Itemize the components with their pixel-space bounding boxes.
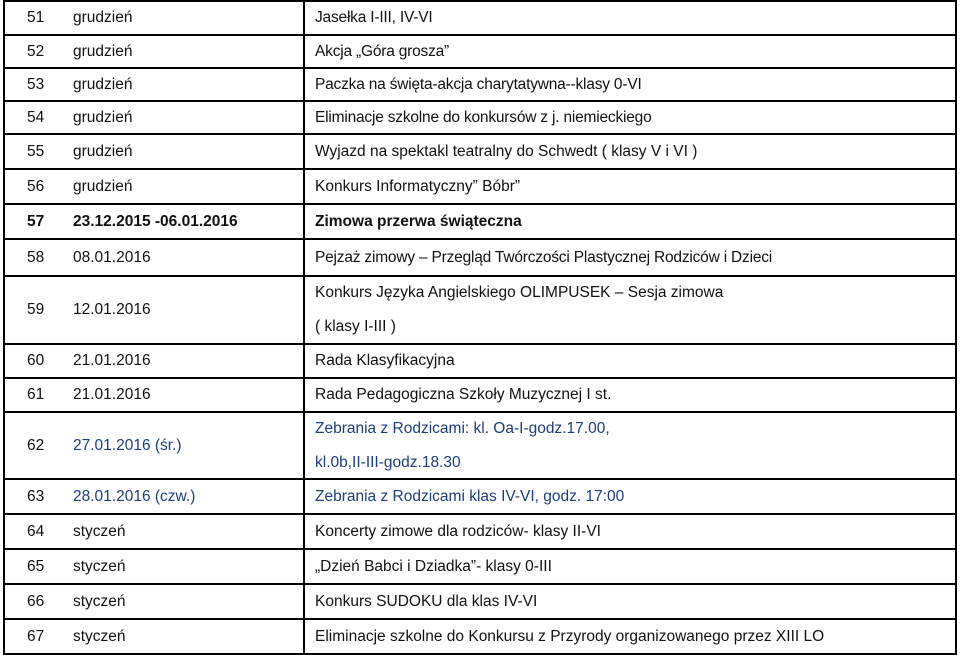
row-event-line-2: kl.0b,II-III-godz.18.30 bbox=[315, 453, 461, 471]
table-row bbox=[4, 619, 956, 654]
row-event: Akcja „Góra grosza” bbox=[304, 35, 956, 68]
table-row bbox=[4, 68, 956, 101]
row-event: Zimowa przerwa świąteczna bbox=[304, 204, 956, 239]
table-row bbox=[4, 344, 956, 378]
row-date: grudzień bbox=[69, 101, 304, 134]
row-event: Konkurs SUDOKU dla klas IV-VI bbox=[304, 584, 956, 619]
row-date: 12.01.2016 bbox=[69, 276, 304, 344]
table-row bbox=[4, 276, 956, 344]
table-row bbox=[4, 1, 956, 35]
table-row bbox=[4, 514, 956, 549]
row-date: styczeń bbox=[69, 619, 304, 654]
row-number: 64 bbox=[4, 514, 69, 549]
row-date: 21.01.2016 bbox=[69, 344, 304, 378]
row-number: 59 bbox=[4, 276, 69, 344]
events-table bbox=[3, 0, 957, 655]
row-number: 63 bbox=[4, 479, 69, 514]
row-number: 60 bbox=[4, 344, 69, 378]
row-event: Koncerty zimowe dla rodziców- klasy II-VI bbox=[304, 514, 956, 549]
table-row bbox=[4, 479, 956, 514]
row-event-line-1: Konkurs Języka Angielskiego OLIMPUSEK – Sesja zimowa bbox=[315, 284, 724, 301]
row-event: Eliminacje szkolne do konkursów z j. niemieckiego bbox=[304, 101, 956, 134]
row-date: styczeń bbox=[69, 514, 304, 549]
row-event: Zebrania z Rodzicami klas IV-VI, godz. 17:00 bbox=[304, 479, 956, 514]
table-row bbox=[4, 169, 956, 204]
table-row bbox=[4, 101, 956, 134]
row-event: Rada Pedagogiczna Szkoły Muzycznej I st. bbox=[304, 378, 956, 412]
row-date: grudzień bbox=[69, 134, 304, 169]
row-number: 62 bbox=[4, 412, 69, 479]
row-number: 52 bbox=[4, 35, 69, 68]
row-event: Eliminacje szkolne do Konkursu z Przyrody organizowanego przez XIII LO bbox=[304, 619, 956, 654]
row-event: Jasełka I-III, IV-VI bbox=[304, 1, 956, 35]
row-event: Konkurs Informatyczny” Bóbr” bbox=[304, 169, 956, 204]
row-event: Paczka na święta-akcja charytatywna--klasy 0-VI bbox=[304, 68, 956, 101]
row-number: 55 bbox=[4, 134, 69, 169]
row-event-line-1: Zebrania z Rodzicami: kl. Oa-I-godz.17.00, bbox=[315, 419, 610, 437]
row-number: 65 bbox=[4, 549, 69, 584]
row-number: 57 bbox=[4, 204, 69, 239]
row-number: 54 bbox=[4, 101, 69, 134]
table-row bbox=[4, 134, 956, 169]
table-row bbox=[4, 549, 956, 584]
row-event: „Dzień Babci i Dziadka”- klasy 0-III bbox=[304, 549, 956, 584]
table-row bbox=[4, 204, 956, 239]
row-date: 27.01.2016 (śr.) bbox=[69, 412, 304, 479]
row-date: styczeń bbox=[69, 549, 304, 584]
row-date: styczeń bbox=[69, 584, 304, 619]
row-event: Wyjazd na spektakl teatralny do Schwedt ( klasy V i VI ) bbox=[304, 134, 956, 169]
row-date: grudzień bbox=[69, 169, 304, 204]
row-number: 66 bbox=[4, 584, 69, 619]
row-number: 67 bbox=[4, 619, 69, 654]
row-date: grudzień bbox=[69, 1, 304, 35]
table-row bbox=[4, 412, 956, 479]
row-date: 08.01.2016 bbox=[69, 239, 304, 276]
row-event: Rada Klasyfikacyjna bbox=[304, 344, 956, 378]
table-row bbox=[4, 584, 956, 619]
row-date: grudzień bbox=[69, 68, 304, 101]
table-row bbox=[4, 239, 956, 276]
row-event-line-2: ( klasy I-III ) bbox=[315, 318, 396, 335]
row-date: 21.01.2016 bbox=[69, 378, 304, 412]
row-event: Pejzaż zimowy – Przegląd Twórczości Plastycznej Rodziców i Dzieci bbox=[304, 239, 956, 276]
table-row bbox=[4, 378, 956, 412]
row-date: 23.12.2015 -06.01.2016 bbox=[69, 204, 304, 239]
row-number: 61 bbox=[4, 378, 69, 412]
row-date: grudzień bbox=[69, 35, 304, 68]
table-row bbox=[4, 35, 956, 68]
row-number: 51 bbox=[4, 1, 69, 35]
row-event bbox=[304, 412, 956, 479]
row-date: 28.01.2016 (czw.) bbox=[69, 479, 304, 514]
row-number: 53 bbox=[4, 68, 69, 101]
row-number: 58 bbox=[4, 239, 69, 276]
row-event bbox=[304, 276, 956, 344]
row-number: 56 bbox=[4, 169, 69, 204]
